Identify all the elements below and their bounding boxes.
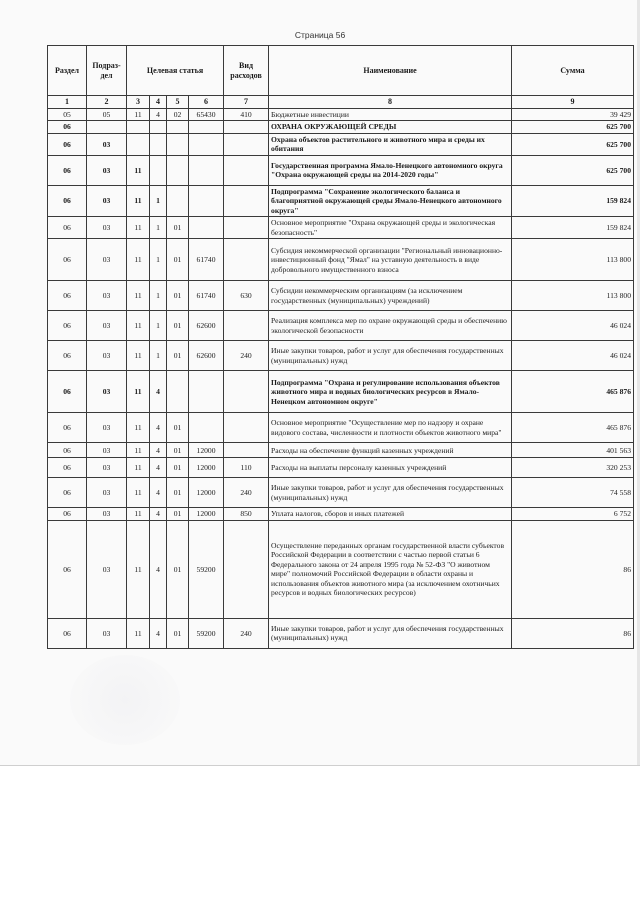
row-code-cell: 11 <box>127 413 150 443</box>
row-code-cell: 4 <box>150 109 167 121</box>
row-code-cell <box>167 121 189 133</box>
row-code-cell: 01 <box>167 341 189 371</box>
table-row <box>48 217 634 239</box>
column-number: 9 <box>512 96 634 109</box>
row-code-cell: 12000 <box>189 478 224 508</box>
table-row <box>48 443 634 458</box>
row-sum-cell: 46 024 <box>512 311 634 341</box>
row-code-cell: 12000 <box>189 458 224 478</box>
row-sum-cell: 39 429 <box>512 109 634 121</box>
row-code-cell: 240 <box>224 478 269 508</box>
row-code-cell: 06 <box>48 520 87 618</box>
row-code-cell: 03 <box>87 618 127 648</box>
row-code-cell: 06 <box>48 618 87 648</box>
row-sum-cell: 113 800 <box>512 281 634 311</box>
column-number: 8 <box>269 96 512 109</box>
row-code-cell: 06 <box>48 217 87 239</box>
row-code-cell <box>87 121 127 133</box>
row-name-cell: ОХРАНА ОКРУЖАЮЩЕЙ СРЕДЫ <box>269 121 512 133</box>
column-number: 4 <box>150 96 167 109</box>
row-name-cell: Расходы на обеспечение функций казенных учреждений <box>269 443 512 458</box>
row-name-cell: Иные закупки товаров, работ и услуг для обеспечения государственных (муниципальных) нужд <box>269 478 512 508</box>
row-code-cell: 06 <box>48 281 87 311</box>
table-row <box>48 133 634 155</box>
row-code-cell: 11 <box>127 443 150 458</box>
row-code-cell: 11 <box>127 520 150 618</box>
row-code-cell: 1 <box>150 217 167 239</box>
table-row <box>48 185 634 216</box>
row-sum-cell: 625 700 <box>512 121 634 133</box>
row-code-cell <box>224 413 269 443</box>
header-podrazdel: Подраз-дел <box>87 46 127 96</box>
row-code-cell: 01 <box>167 443 189 458</box>
budget-table <box>47 45 634 649</box>
row-code-cell: 59200 <box>189 618 224 648</box>
row-code-cell: 4 <box>150 371 167 413</box>
column-number: 3 <box>127 96 150 109</box>
row-code-cell: 11 <box>127 311 150 341</box>
row-code-cell: 62600 <box>189 311 224 341</box>
row-code-cell: 03 <box>87 371 127 413</box>
row-code-cell: 11 <box>127 508 150 520</box>
row-code-cell: 05 <box>87 109 127 121</box>
row-name-cell: Субсидии некоммерческим организациям (за исключением государственных (муниципальных) учреждений) <box>269 281 512 311</box>
row-code-cell: 03 <box>87 520 127 618</box>
row-code-cell: 1 <box>150 185 167 216</box>
row-name-cell: Основное мероприятие "Охрана окружающей среды и экологическая безопасность" <box>269 217 512 239</box>
row-code-cell: 01 <box>167 281 189 311</box>
row-code-cell: 410 <box>224 109 269 121</box>
table-row <box>48 618 634 648</box>
row-code-cell <box>127 133 150 155</box>
row-code-cell: 03 <box>87 281 127 311</box>
row-code-cell: 01 <box>167 618 189 648</box>
row-code-cell <box>224 121 269 133</box>
row-code-cell: 11 <box>127 458 150 478</box>
column-number-row <box>48 96 634 109</box>
row-code-cell: 03 <box>87 478 127 508</box>
row-code-cell <box>127 121 150 133</box>
table-row <box>48 239 634 281</box>
row-sum-cell: 465 876 <box>512 413 634 443</box>
row-code-cell: 240 <box>224 618 269 648</box>
row-code-cell <box>167 155 189 185</box>
row-code-cell: 06 <box>48 133 87 155</box>
row-code-cell: 06 <box>48 371 87 413</box>
row-code-cell: 11 <box>127 109 150 121</box>
table-row <box>48 371 634 413</box>
row-code-cell <box>224 443 269 458</box>
row-code-cell <box>167 371 189 413</box>
table-row <box>48 508 634 520</box>
column-number: 1 <box>48 96 87 109</box>
row-sum-cell: 401 563 <box>512 443 634 458</box>
row-code-cell: 4 <box>150 413 167 443</box>
row-name-cell: Расходы на выплаты персоналу казенных учреждений <box>269 458 512 478</box>
row-code-cell: 1 <box>150 311 167 341</box>
row-code-cell: 03 <box>87 413 127 443</box>
row-code-cell: 59200 <box>189 520 224 618</box>
row-sum-cell: 465 876 <box>512 371 634 413</box>
row-code-cell: 11 <box>127 281 150 311</box>
row-code-cell: 61740 <box>189 239 224 281</box>
table-row <box>48 478 634 508</box>
row-code-cell <box>224 217 269 239</box>
row-code-cell: 65430 <box>189 109 224 121</box>
row-name-cell: Субсидия некоммерческой организации "Региональный инновационно-инвестиционный фонд "Ямал" на уставную деятельность в виде добровольного имущественного взноса <box>269 239 512 281</box>
row-code-cell: 06 <box>48 239 87 281</box>
row-code-cell <box>224 133 269 155</box>
row-code-cell: 11 <box>127 371 150 413</box>
row-sum-cell: 74 558 <box>512 478 634 508</box>
table-row <box>48 311 634 341</box>
row-code-cell: 11 <box>127 341 150 371</box>
row-code-cell <box>189 413 224 443</box>
row-code-cell: 110 <box>224 458 269 478</box>
row-code-cell: 03 <box>87 133 127 155</box>
row-code-cell: 850 <box>224 508 269 520</box>
row-code-cell: 06 <box>48 508 87 520</box>
row-code-cell: 01 <box>167 217 189 239</box>
row-code-cell: 06 <box>48 478 87 508</box>
table-row <box>48 281 634 311</box>
row-code-cell <box>167 185 189 216</box>
table-row <box>48 413 634 443</box>
row-code-cell: 4 <box>150 458 167 478</box>
row-code-cell: 03 <box>87 508 127 520</box>
row-name-cell: Подпрограмма "Охрана и регулирование использования объектов животного мира и водных биологических ресурсов в Ямало-Ненецком автономном округе" <box>269 371 512 413</box>
row-name-cell: Реализация комплекса мер по охране окружающей среды и обеспечению экологической безопасности <box>269 311 512 341</box>
row-code-cell: 01 <box>167 520 189 618</box>
row-sum-cell: 625 700 <box>512 155 634 185</box>
row-sum-cell: 625 700 <box>512 133 634 155</box>
row-code-cell <box>224 520 269 618</box>
row-code-cell: 11 <box>127 155 150 185</box>
row-name-cell: Государственная программа Ямало-Ненецкого автономного округа "Охрана окружающей среды на 2014-2020 годы" <box>269 155 512 185</box>
row-code-cell <box>189 217 224 239</box>
row-code-cell: 02 <box>167 109 189 121</box>
row-code-cell: 11 <box>127 478 150 508</box>
row-code-cell: 1 <box>150 239 167 281</box>
row-code-cell <box>224 371 269 413</box>
row-code-cell <box>150 121 167 133</box>
row-code-cell: 03 <box>87 458 127 478</box>
row-code-cell: 4 <box>150 618 167 648</box>
row-code-cell <box>167 133 189 155</box>
row-code-cell: 11 <box>127 217 150 239</box>
header-target: Целевая статья <box>127 46 224 96</box>
row-code-cell: 01 <box>167 478 189 508</box>
row-code-cell <box>224 311 269 341</box>
table-row <box>48 121 634 133</box>
row-code-cell: 01 <box>167 239 189 281</box>
row-code-cell: 11 <box>127 618 150 648</box>
row-code-cell <box>189 185 224 216</box>
row-code-cell: 03 <box>87 443 127 458</box>
row-code-cell: 630 <box>224 281 269 311</box>
column-number: 6 <box>189 96 224 109</box>
row-code-cell: 06 <box>48 121 87 133</box>
row-code-cell: 03 <box>87 155 127 185</box>
row-name-cell: Уплата налогов, сборов и иных платежей <box>269 508 512 520</box>
row-code-cell: 01 <box>167 458 189 478</box>
column-number: 2 <box>87 96 127 109</box>
row-name-cell: Охрана объектов растительного и животного мира и среды их обитания <box>269 133 512 155</box>
row-code-cell <box>150 133 167 155</box>
row-name-cell: Основное мероприятие "Осуществление мер по надзору и охране видового состава, численности и плотности объектов животного мира" <box>269 413 512 443</box>
row-code-cell: 12000 <box>189 508 224 520</box>
row-sum-cell: 6 752 <box>512 508 634 520</box>
row-code-cell: 62600 <box>189 341 224 371</box>
row-code-cell <box>189 121 224 133</box>
row-code-cell <box>189 133 224 155</box>
row-sum-cell: 86 <box>512 618 634 648</box>
row-code-cell: 01 <box>167 311 189 341</box>
row-code-cell: 11 <box>127 185 150 216</box>
row-sum-cell: 320 253 <box>512 458 634 478</box>
row-code-cell: 06 <box>48 458 87 478</box>
row-name-cell: Иные закупки товаров, работ и услуг для обеспечения государственных (муниципальных) нужд <box>269 341 512 371</box>
table-row <box>48 341 634 371</box>
row-code-cell <box>189 371 224 413</box>
row-name-cell: Бюджетные инвестиции <box>269 109 512 121</box>
row-code-cell: 06 <box>48 311 87 341</box>
row-code-cell: 12000 <box>189 443 224 458</box>
row-code-cell: 06 <box>48 341 87 371</box>
row-code-cell: 03 <box>87 311 127 341</box>
row-code-cell <box>224 185 269 216</box>
row-code-cell: 03 <box>87 185 127 216</box>
row-code-cell: 03 <box>87 341 127 371</box>
table-row <box>48 520 634 618</box>
row-sum-cell: 159 824 <box>512 217 634 239</box>
header-vid: Вид расходов <box>224 46 269 96</box>
row-name-cell: Подпрограмма "Сохранение экологического баланса и благоприятной окружающей среды Ямало-Ненецкого автономного округа" <box>269 185 512 216</box>
row-name-cell: Иные закупки товаров, работ и услуг для обеспечения государственных (муниципальных) нужд <box>269 618 512 648</box>
row-name-cell: Осуществление переданных органам государственной власти субъектов Российской Федерации в соответствии с частью первой статьи 6 Федерального закона от 24 апреля 1995 года № 52-ФЗ "О животном мире" полномочий Российской Федерации в области охраны и использования объектов животного мира (за исключением охотничьих ресурсов и водных биологических ресурсов) <box>269 520 512 618</box>
row-code-cell <box>224 239 269 281</box>
faint-stamp <box>70 655 180 745</box>
page-number-label: Страница 56 <box>294 30 346 40</box>
row-code-cell: 4 <box>150 508 167 520</box>
row-sum-cell: 159 824 <box>512 185 634 216</box>
row-code-cell <box>189 155 224 185</box>
row-code-cell: 240 <box>224 341 269 371</box>
row-code-cell: 1 <box>150 341 167 371</box>
row-code-cell: 4 <box>150 478 167 508</box>
row-code-cell: 03 <box>87 217 127 239</box>
column-number: 5 <box>167 96 189 109</box>
table-row <box>48 155 634 185</box>
table-body <box>48 109 634 649</box>
header-name: Наименование <box>269 46 512 96</box>
row-code-cell: 1 <box>150 281 167 311</box>
table-row <box>48 458 634 478</box>
row-sum-cell: 86 <box>512 520 634 618</box>
row-code-cell: 05 <box>48 109 87 121</box>
row-code-cell: 06 <box>48 443 87 458</box>
column-number: 7 <box>224 96 269 109</box>
row-code-cell: 01 <box>167 413 189 443</box>
row-code-cell: 01 <box>167 508 189 520</box>
row-code-cell: 61740 <box>189 281 224 311</box>
header-sum: Сумма <box>512 46 634 96</box>
row-code-cell: 03 <box>87 239 127 281</box>
row-sum-cell: 46 024 <box>512 341 634 371</box>
header-razdel: Раздел <box>48 46 87 96</box>
row-code-cell: 11 <box>127 239 150 281</box>
table-row <box>48 109 634 121</box>
row-code-cell: 06 <box>48 155 87 185</box>
row-code-cell: 06 <box>48 413 87 443</box>
row-sum-cell: 113 800 <box>512 239 634 281</box>
row-code-cell: 06 <box>48 185 87 216</box>
table-header-row <box>48 46 634 96</box>
row-code-cell: 4 <box>150 443 167 458</box>
row-code-cell: 4 <box>150 520 167 618</box>
row-code-cell <box>224 155 269 185</box>
row-code-cell <box>150 155 167 185</box>
